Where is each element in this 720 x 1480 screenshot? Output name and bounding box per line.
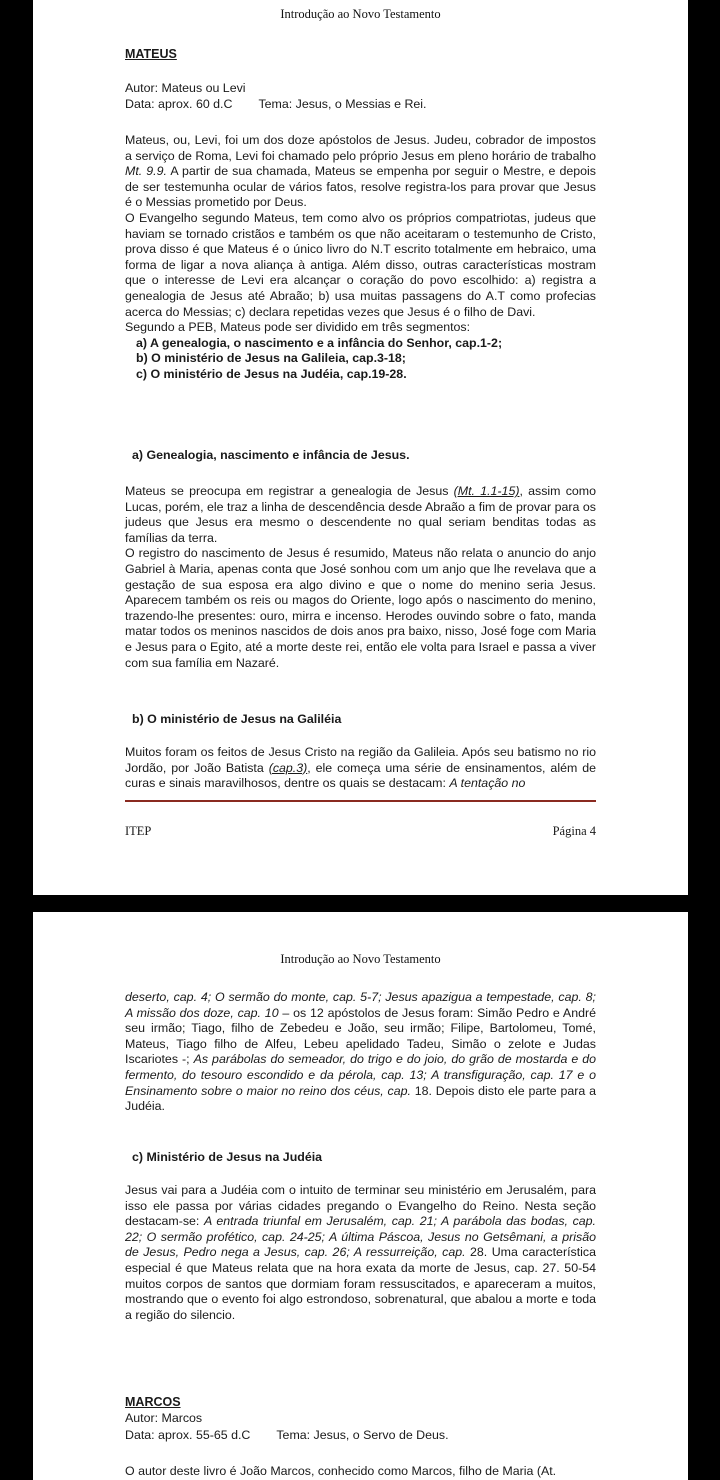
paragraph-intro: Mateus, ou, Levi, foi um dos doze apóstolos de Jesus. Judeu, cobrador de impostos a serviço de Roma, Levi foi chamado pelo próprio Jesus em pleno horário de trabalho Mt. 9.9. A partir de sua chamada, Mateus se empenha por seguir o Mestre, e depois de ser testemunha ocular de vários fatos, resolve registra-los para provar que Jesus é o Messias prometido por Deus. — [125, 133, 596, 210]
paragraph-galilee: Muitos foram os feitos de Jesus Cristo na região da Galileia. Após seu batismo no rio Jordão, por João Batista (cap.3), ele começa uma série de ensinamentos, além de curas e sinais maravilhosos, dentre os quais se destacam: A tentação no — [125, 745, 596, 791]
date-theme-line — [125, 1428, 596, 1444]
section-b-heading: b) O ministério de Jesus na Galiléia — [132, 712, 342, 726]
paragraph-marcos-start: O autor deste livro é João Marcos, conhecido como Marcos, filho de Maria (At. — [125, 1464, 557, 1478]
continued-body — [125, 990, 596, 1115]
footer-left: ITEP — [125, 824, 152, 838]
page-header: Introdução ao Novo Testamento — [280, 7, 441, 21]
section-b-body — [125, 745, 596, 792]
date-text: Data: aprox. 60 d.C — [125, 97, 233, 111]
footer-page-number: Página 4 — [552, 824, 596, 838]
segment-item: b) O ministério de Jesus na Galileia, cap.3-18; — [136, 351, 406, 366]
paragraph-judea: Jesus vai para a Judéia com o intuito de terminar seu ministério em Jerusalém, para isso ele passa por várias cidades pregando o Evangelho do Reino. Nesta seção destacam-se: A entrada triunfal em Jerusalém, cap. 21; A parábola das bodas, cap. 22; O sermão profético, cap. 24-25; A última Páscoa, Jesus no Getsêmani, a prisão de Jesus, Pedro nega a Jesus, cap. 26; A ressurreição, cap. 28. Uma característica especial é que Mateus relata que na hora exata da morte de Jesus, cap. 27. 50-54 muitos corpos de santos que dormiam foram ressuscitados, e apareceram a muitos, mostrando que o evento foi algo estrondoso, sobrenatural, que abalou a morte e toda a região do silencio. — [125, 1183, 596, 1322]
intro-paragraphs — [125, 133, 596, 383]
page-2-content — [125, 912, 596, 1480]
section-c-heading: c) Ministério de Jesus na Judéia — [132, 1150, 323, 1164]
paragraph-audience: O Evangelho segundo Mateus, tem como alvo os próprios compatriotas, judeus que haviam se tornado cristãos e também os que não aceitaram o testemunho de Cristo, prova disso é que Mateus é o único livro do N.T escrito totalmente em hebraico, uma forma de ligar a nova aliança à antiga. Além disso, outras características mostram que o interesse de Levi era alcançar o coração do povo escolhido: a) registra a genealogia de Jesus até Abraão; b) usa muitas passagens do A.T como profecias acerca do Messias; c) declara repetidas vezes que Jesus é o filho de Davi. — [125, 210, 596, 319]
author-line: Autor: Marcos — [125, 1411, 203, 1425]
bible-reference: (Mt. 1.1-15) — [453, 484, 520, 498]
bible-reference: Mt. 9.9. — [125, 164, 167, 179]
date-theme-line — [125, 97, 596, 113]
paragraph-birth: O registro do nascimento de Jesus é resumido, Mateus não relata o anuncio do anjo Gabriel à Maria, apenas conta que José sonhou com um anjo que lhe revelava que a gestação de sua esposa era algo divino e que o nome do menino seria Jesus. Aparecem também os reis ou magos do Oriente, logo após o nascimento do menino, trazendo-lhe presentes: ouro, mirra e incenso. Herodes ouvindo sobre o fato, manda matar todos os meninos nascidos de dois anos pra baixo, nisso, José foge com Maria e Jesus para o Egito, até a morte deste rei, então ele volta para Israel e passa a viver com sua família em Nazaré. — [125, 546, 596, 670]
document-page-1 — [33, 0, 688, 895]
segment-item: a) A genealogia, o nascimento e a infância do Senhor, cap.1-2; — [136, 335, 503, 350]
book-title: MATEUS — [125, 47, 177, 61]
page-1-content — [125, 0, 596, 895]
section-a-body — [125, 484, 596, 671]
section-a-heading: a) Genealogia, nascimento e infância de Jesus. — [132, 448, 410, 462]
paragraph-galilee-continued: deserto, cap. 4; O sermão do monte, cap. 5-7; Jesus apazigua a tempestade, cap. 8; A missão dos doze, cap. 10 – os 12 apóstolos de Jesus foram: Simão Pedro e André seu irmão; Tiago, filho de Zebedeu e João, seu irmão; Filipe, Bartolomeu, Tomé, Mateus, Tiago filho de Alfeu, Lebeu apelidado Tadeu, Simão o zelote e Judas Iscariotes -; As parábolas do semeador, do trigo e do joio, do grão de mostarda e do fermento, do tesouro escondido e da pérola, cap. 13; A transfiguração, cap. 17 e o Ensinamento sobre o maior no reino dos céus, cap. 18. Depois disto ele parte para a Judéia. — [125, 990, 597, 1114]
theme-text: Tema: Jesus, o Messias e Rei. — [258, 97, 427, 111]
page-header: Introdução ao Novo Testamento — [280, 952, 441, 966]
author-line: Autor: Mateus ou Levi — [125, 81, 246, 95]
footer-rule — [125, 800, 596, 802]
document-page-2 — [33, 912, 688, 1480]
segments-list — [125, 336, 596, 383]
theme-text: Tema: Jesus, o Servo de Deus. — [276, 1428, 449, 1442]
paragraph-segments-intro: Segundo a PEB, Mateus pode ser dividido em três segmentos: — [125, 320, 471, 335]
segment-item: c) O ministério de Jesus na Judéia, cap.19-28. — [136, 366, 407, 381]
paragraph-genealogy: Mateus se preocupa em registrar a genealogia de Jesus (Mt. 1.1-15), assim como Lucas, porém, ele traz a linha de descendência desde Abraão a fim de provar para os judeus que Jesus era mesmo o descendente no qual seriam benditas todas as famílias da terra. — [125, 484, 596, 545]
section-c-body — [125, 1183, 596, 1323]
date-text: Data: aprox. 55-65 d.C — [125, 1428, 251, 1442]
bible-reference: (cap.3) — [268, 760, 308, 775]
book-title: MARCOS — [125, 1395, 181, 1409]
